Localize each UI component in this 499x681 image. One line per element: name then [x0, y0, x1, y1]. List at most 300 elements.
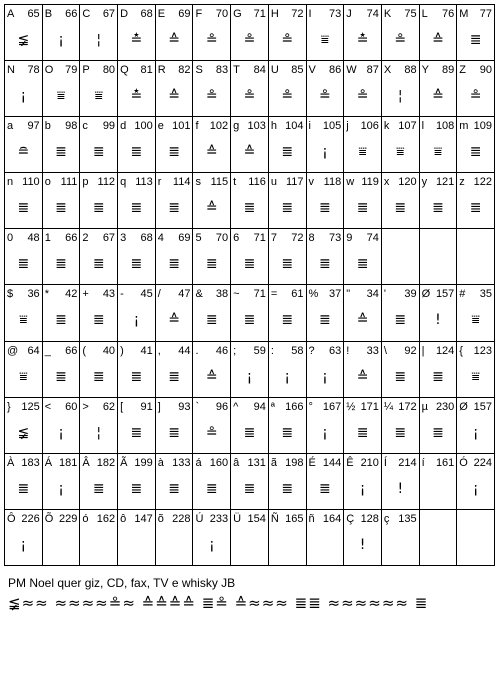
cell-code: 87	[366, 64, 379, 77]
cell-glyph: ≣	[319, 480, 331, 497]
cell-glyph: ¡	[359, 480, 366, 497]
cell-character: i	[308, 120, 311, 133]
cell-code: 182	[96, 456, 116, 469]
cell-glyph: ≣	[469, 144, 482, 161]
cell-character: Ê	[346, 456, 354, 469]
cell-character: ô	[120, 512, 127, 525]
cell-code: 73	[328, 8, 342, 20]
glyph-cell	[307, 229, 345, 285]
glyph-cell	[382, 117, 420, 173]
cell-character: ã	[270, 456, 277, 469]
cell-code: 59	[253, 344, 266, 357]
glyph-cell	[118, 229, 156, 285]
glyph-cell	[5, 510, 43, 566]
glyph-cell	[5, 61, 43, 117]
glyph-cell	[43, 454, 81, 510]
cell-code: 68	[140, 232, 153, 245]
glyph-cell	[231, 342, 269, 398]
glyph-cell	[457, 342, 495, 398]
cell-character: ;	[233, 344, 237, 357]
cell-code: 75	[404, 8, 417, 20]
cell-label	[233, 288, 266, 300]
cell-label	[271, 513, 304, 525]
cell-character: }	[7, 400, 11, 413]
cell-glyph: ≣	[394, 368, 407, 385]
glyph-cell	[457, 229, 495, 285]
glyph-cell	[193, 173, 231, 229]
cell-code: 86	[328, 64, 342, 77]
cell-label	[346, 345, 379, 357]
cell-glyph: ≙	[356, 368, 369, 385]
cell-code: 62	[102, 400, 116, 413]
cell-glyph: ≣	[281, 480, 294, 497]
glyph-cell	[80, 398, 118, 454]
cell-label	[195, 401, 228, 413]
glyph-cell	[118, 173, 156, 229]
cell-label	[195, 64, 228, 76]
cell-label	[158, 457, 191, 469]
glyph-cell	[344, 117, 382, 173]
cell-glyph: ≗	[469, 88, 482, 105]
cell-glyph: ≣	[55, 312, 67, 329]
cell-glyph: ≙	[205, 144, 218, 161]
cell-label	[82, 513, 115, 525]
cell-code: 102	[209, 120, 229, 133]
cell-code: 35	[479, 288, 492, 301]
glyph-cell	[5, 117, 43, 173]
cell-label	[7, 457, 40, 469]
cell-code: 154	[247, 512, 266, 525]
cell-glyph: ≙	[168, 88, 180, 105]
cell-label	[7, 345, 40, 357]
cell-label	[45, 401, 78, 413]
cell-label	[459, 120, 492, 132]
glyph-cell	[80, 5, 118, 61]
cell-code: 157	[473, 400, 492, 413]
glyph-cell	[344, 173, 382, 229]
glyph-cell	[231, 5, 269, 61]
cell-character: E	[157, 8, 166, 20]
cell-code: 144	[322, 456, 342, 469]
cell-character: S	[195, 64, 203, 77]
cell-character: f	[195, 120, 199, 133]
cell-character: õ	[157, 512, 164, 525]
cell-glyph: ≣	[168, 144, 180, 161]
glyph-cell	[80, 454, 118, 510]
cell-character: )	[120, 344, 124, 357]
glyph-cell	[344, 285, 382, 341]
cell-glyph: ≗	[356, 88, 369, 105]
glyph-cell	[231, 285, 269, 341]
cell-label	[120, 120, 153, 132]
cell-glyph: ¡	[58, 32, 64, 48]
cell-code: 41	[140, 344, 153, 357]
cell-glyph: ≣	[243, 424, 256, 441]
cell-label	[82, 345, 115, 357]
cell-code: 165	[285, 512, 304, 525]
cell-code: 226	[21, 512, 40, 525]
cell-label	[120, 232, 153, 244]
cell-character: <	[44, 400, 52, 413]
cell-character: Ç	[346, 512, 355, 525]
cell-glyph: ≙	[432, 88, 444, 105]
glyph-cell	[231, 61, 269, 117]
cell-code: 72	[291, 232, 304, 245]
cell-label	[158, 176, 191, 188]
cell-code: 167	[322, 400, 342, 413]
cell-label	[233, 64, 266, 76]
cell-glyph: ¡	[20, 88, 27, 105]
cell-character: `	[195, 400, 200, 413]
glyph-cell	[156, 342, 194, 398]
cell-glyph: ≙	[168, 32, 180, 48]
cell-label	[120, 345, 153, 357]
cell-label	[459, 288, 492, 300]
cell-glyph: ≣	[432, 200, 444, 217]
cell-label	[45, 457, 78, 469]
glyph-cell	[231, 229, 269, 285]
cell-glyph: ≣	[243, 200, 256, 217]
cell-character: °	[308, 400, 313, 413]
cell-code: 131	[247, 456, 266, 469]
cell-label	[346, 120, 379, 132]
glyph-cell	[269, 398, 307, 454]
cell-code: 94	[253, 400, 266, 413]
cell-label	[309, 176, 342, 188]
cell-code: 85	[291, 64, 304, 77]
cell-character: (	[82, 344, 87, 357]
cell-label	[158, 401, 191, 413]
cell-label	[271, 288, 304, 300]
cell-character: k	[383, 120, 390, 133]
glyph-cell	[382, 510, 420, 566]
cell-character: 4	[157, 232, 164, 245]
cell-code: 114	[172, 176, 191, 189]
glyph-cell	[118, 5, 156, 61]
cell-code: 70	[215, 8, 229, 20]
cell-glyph: ≣	[130, 368, 143, 385]
cell-glyph: ¦	[96, 424, 102, 441]
glyph-cell	[344, 229, 382, 285]
cell-glyph: ≣	[356, 424, 369, 441]
cell-label	[384, 176, 417, 188]
cell-code: 93	[178, 400, 191, 413]
cell-character: M	[459, 8, 469, 20]
cell-code: 74	[366, 232, 379, 245]
cell-code: 84	[253, 64, 266, 77]
glyph-cell	[269, 5, 307, 61]
cell-glyph: ≣	[130, 480, 143, 497]
cell-glyph: ≣	[281, 256, 294, 273]
cell-character: +	[82, 288, 89, 301]
cell-label	[346, 176, 379, 188]
cell-character: a	[7, 120, 14, 133]
cell-code: 109	[473, 120, 492, 133]
glyph-cell	[269, 285, 307, 341]
cell-character: z	[459, 176, 465, 189]
glyph-cell	[307, 173, 345, 229]
cell-glyph: ≣	[130, 144, 143, 161]
cell-code: 214	[398, 456, 417, 469]
glyph-cell	[457, 510, 495, 566]
cell-character: í	[421, 456, 425, 469]
cell-character: Â	[82, 456, 90, 469]
cell-code: 135	[398, 512, 417, 525]
cell-label	[384, 513, 417, 525]
cell-glyph: ≣	[319, 312, 331, 329]
cell-glyph: ≙	[205, 368, 218, 385]
cell-glyph: ≣	[17, 480, 30, 497]
cell-label	[82, 176, 115, 188]
glyph-cell	[156, 510, 194, 566]
cell-code: 64	[27, 344, 40, 357]
cell-code: 66	[65, 8, 78, 20]
glyph-cell	[118, 285, 156, 341]
cell-label	[195, 457, 228, 469]
cell-glyph: ≙	[243, 144, 256, 161]
cell-character: T	[233, 64, 240, 77]
cell-code: 116	[248, 176, 266, 189]
cell-character: 8	[308, 232, 315, 245]
cell-code: 181	[59, 456, 78, 469]
cell-character: V	[308, 64, 316, 77]
cell-code: 101	[172, 120, 191, 133]
cell-label	[195, 232, 228, 244]
cell-glyph: ≗	[319, 88, 331, 105]
cell-code: 224	[473, 456, 492, 469]
cell-label	[120, 513, 153, 525]
glyph-cell	[118, 342, 156, 398]
cell-character: t	[233, 176, 237, 189]
glyph-cell	[193, 454, 231, 510]
glyph-cell	[118, 510, 156, 566]
cell-code: 78	[27, 64, 40, 77]
glyph-cell	[118, 454, 156, 510]
cell-glyph: ¡	[246, 368, 253, 385]
cell-character: 2	[82, 232, 89, 245]
cell-label	[195, 176, 228, 188]
cell-character: v	[308, 176, 315, 189]
glyph-cell	[80, 173, 118, 229]
cell-character: Ü	[233, 512, 242, 525]
cell-character: B	[44, 8, 53, 20]
glyph-cell	[231, 173, 269, 229]
cell-character: U	[270, 64, 279, 77]
cell-label	[309, 288, 342, 300]
cell-glyph: ¡	[20, 536, 27, 553]
cell-code: 128	[360, 512, 379, 525]
cell-character: *	[44, 288, 49, 301]
cell-label	[7, 513, 40, 525]
cell-label	[309, 120, 342, 132]
glyph-cell	[269, 229, 307, 285]
cell-glyph: ⩸	[19, 368, 28, 385]
glyph-cell	[457, 173, 495, 229]
cell-label	[158, 120, 191, 132]
cell-glyph: ≣	[319, 200, 331, 217]
cell-label	[309, 401, 342, 413]
cell-glyph: ≣	[432, 424, 444, 441]
cell-glyph: ≙	[205, 200, 218, 217]
cell-label	[384, 288, 417, 300]
cell-character: @	[7, 344, 19, 357]
cell-label	[120, 288, 153, 300]
cell-code: 37	[328, 288, 342, 301]
glyph-cell	[457, 5, 495, 61]
cell-code: 105	[322, 120, 342, 133]
cell-code: 88	[404, 64, 417, 77]
cell-glyph: ⩸	[396, 144, 405, 161]
cell-label	[45, 232, 78, 244]
cell-glyph: ¡	[322, 144, 328, 161]
cell-code: 104	[285, 120, 304, 133]
glyph-cell	[420, 117, 458, 173]
glyph-cell	[80, 285, 118, 341]
glyph-cell	[80, 229, 118, 285]
cell-code: 183	[21, 456, 40, 469]
glyph-cell	[382, 229, 420, 285]
glyph-cell	[307, 454, 345, 510]
cell-code: 43	[102, 288, 116, 301]
cell-code: 157	[435, 288, 455, 301]
cell-label	[233, 345, 266, 357]
cell-character: &	[195, 288, 203, 301]
cell-glyph: ≣	[432, 368, 444, 385]
cell-glyph: ¡	[284, 368, 290, 385]
glyph-cell	[5, 398, 43, 454]
cell-code: 198	[285, 456, 304, 469]
cell-glyph: ≣	[17, 200, 30, 217]
cell-code: 89	[442, 64, 455, 77]
glyph-cell	[382, 61, 420, 117]
cell-code: 123	[473, 344, 492, 357]
cell-label	[233, 120, 266, 132]
glyph-cell	[420, 454, 458, 510]
cell-character: h	[270, 120, 277, 133]
glyph-cell	[156, 61, 194, 117]
glyph-cell	[307, 285, 345, 341]
glyph-cell	[193, 117, 231, 173]
cell-character: G	[233, 8, 242, 20]
cell-character: ]	[157, 400, 161, 413]
cell-character: n	[7, 176, 14, 189]
cell-label	[120, 8, 153, 20]
cell-glyph: ≣	[92, 144, 105, 161]
cell-glyph: ≣	[281, 424, 294, 441]
cell-character: 1	[44, 232, 51, 245]
cell-glyph: ≣	[281, 200, 294, 217]
cell-label	[459, 8, 492, 20]
cell-glyph: ¡	[322, 368, 328, 385]
cell-glyph: ≗	[243, 32, 256, 48]
cell-code: 68	[140, 8, 153, 20]
cell-label	[271, 401, 304, 413]
cell-glyph: ≣	[55, 200, 67, 217]
cell-character: N	[7, 64, 15, 77]
cell-code: 161	[435, 456, 455, 469]
cell-code: 83	[215, 64, 229, 77]
cell-glyph: ⩸	[320, 32, 330, 48]
cell-character: s	[195, 176, 201, 189]
cell-code: 210	[360, 456, 379, 469]
cell-label	[82, 8, 115, 20]
glyph-cell	[156, 398, 194, 454]
glyph-cell	[193, 398, 231, 454]
cell-glyph: ≙	[356, 312, 369, 329]
glyph-cell	[420, 229, 458, 285]
cell-label	[120, 457, 153, 469]
cell-character: H	[270, 8, 279, 20]
cell-glyph: ¡	[208, 536, 215, 553]
cell-code: 228	[172, 512, 191, 525]
cell-glyph: ≙	[168, 312, 180, 329]
cell-glyph: ≣	[92, 256, 105, 273]
glyph-cell	[231, 510, 269, 566]
cell-glyph: ≣	[92, 312, 105, 329]
cell-code: 38	[215, 288, 229, 301]
cell-code: 233	[209, 512, 229, 525]
cell-code: 99	[102, 120, 116, 133]
cell-code: 106	[360, 120, 379, 133]
cell-label	[422, 176, 455, 188]
glyph-cell	[269, 510, 307, 566]
cell-code: 45	[140, 288, 153, 301]
cell-code: 67	[102, 8, 116, 20]
glyph-cell	[5, 454, 43, 510]
glyph-cell	[118, 398, 156, 454]
cell-label	[346, 457, 379, 469]
glyph-cell	[80, 61, 118, 117]
cell-character: á	[195, 456, 202, 469]
glyph-cell	[193, 285, 231, 341]
cell-label	[45, 513, 78, 525]
cell-label	[7, 401, 40, 413]
cell-character: o	[44, 176, 51, 189]
cell-glyph: !	[359, 536, 366, 553]
glyph-cell	[118, 117, 156, 173]
cell-glyph: ≣	[394, 312, 407, 329]
cell-label	[309, 232, 342, 244]
cell-label	[271, 345, 304, 357]
cell-code: 58	[291, 344, 304, 357]
cell-glyph: ≗	[205, 424, 218, 441]
cell-code: 100	[134, 120, 153, 133]
cell-glyph: ≣	[205, 256, 218, 273]
glyph-cell	[457, 398, 495, 454]
cell-character: X	[383, 64, 392, 77]
cell-label	[7, 288, 40, 300]
glyph-cell	[307, 510, 345, 566]
cell-character: "	[346, 288, 351, 301]
cell-glyph: ≣	[281, 312, 294, 329]
cell-code: 69	[178, 8, 191, 20]
glyph-cell	[193, 61, 231, 117]
cell-code: 34	[366, 288, 379, 301]
glyph-cell	[5, 5, 43, 61]
cell-code: 69	[178, 232, 191, 245]
cell-code: 125	[21, 400, 40, 413]
cell-label	[195, 513, 228, 525]
glyph-cell	[269, 342, 307, 398]
cell-character: g	[233, 120, 240, 133]
cell-code: 33	[366, 344, 379, 357]
glyph-cell	[43, 229, 81, 285]
glyph-cell	[231, 117, 269, 173]
glyph-cell	[156, 117, 194, 173]
cell-code: 91	[140, 400, 153, 413]
cell-glyph: ≣	[168, 256, 180, 273]
cell-code: 66	[65, 344, 78, 357]
